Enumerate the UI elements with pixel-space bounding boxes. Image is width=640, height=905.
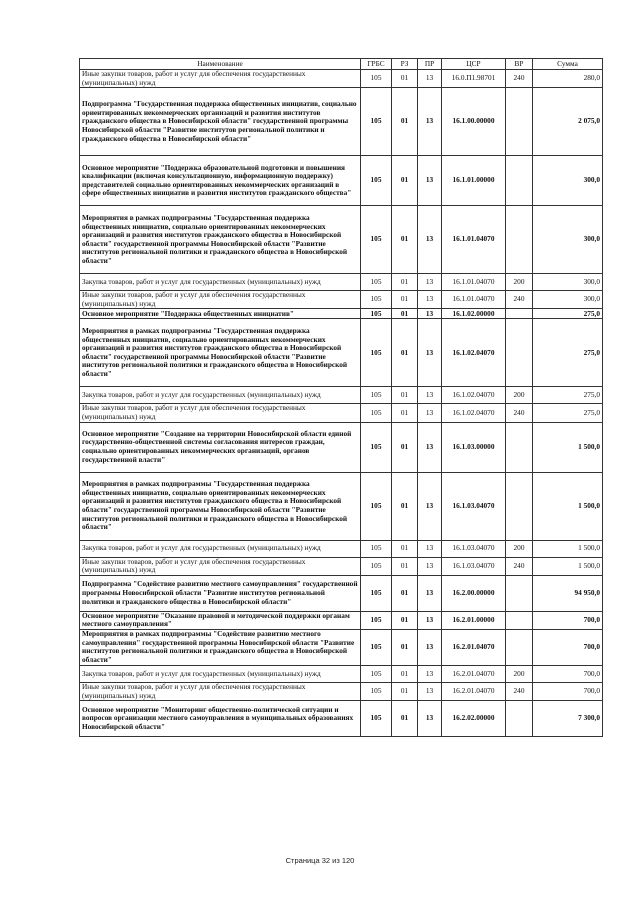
cell-pr: 13 xyxy=(418,70,442,88)
cell-name: Закупка товаров, работ и услуг для государственных (муниципальных) нужд xyxy=(80,540,361,557)
cell-grbs: 105 xyxy=(361,156,392,206)
cell-rz: 01 xyxy=(392,682,418,700)
cell-grbs: 105 xyxy=(361,575,392,611)
cell-name: Закупка товаров, работ и услуг для государственных (муниципальных) нужд xyxy=(80,274,361,291)
cell-grbs: 105 xyxy=(361,309,392,319)
cell-pr: 13 xyxy=(418,472,442,540)
table-row xyxy=(80,682,603,700)
cell-grbs: 105 xyxy=(361,540,392,557)
cell-rz: 01 xyxy=(392,404,418,422)
cell-sum: 94 950,0 xyxy=(533,575,603,611)
cell-csr: 16.1.01.04070 xyxy=(442,291,506,309)
cell-grbs: 105 xyxy=(361,291,392,309)
cell-csr: 16.1.03.04070 xyxy=(442,540,506,557)
cell-csr: 16.1.03.00000 xyxy=(442,422,506,472)
cell-rz: 01 xyxy=(392,422,418,472)
cell-vr: 200 xyxy=(506,540,533,557)
cell-csr: 16.1.01.04070 xyxy=(442,206,506,274)
cell-sum: 275,0 xyxy=(533,309,603,319)
cell-rz: 01 xyxy=(392,274,418,291)
cell-rz: 01 xyxy=(392,319,418,387)
cell-vr xyxy=(506,206,533,274)
cell-pr: 13 xyxy=(418,274,442,291)
cell-rz: 01 xyxy=(392,665,418,682)
table-row xyxy=(80,319,603,387)
cell-pr: 13 xyxy=(418,206,442,274)
cell-pr: 13 xyxy=(418,540,442,557)
cell-vr xyxy=(506,309,533,319)
cell-vr xyxy=(506,472,533,540)
header-rz: РЗ xyxy=(392,59,418,70)
table-row xyxy=(80,309,603,319)
table-body xyxy=(80,70,603,737)
cell-pr: 13 xyxy=(418,291,442,309)
cell-sum: 700,0 xyxy=(533,629,603,665)
cell-csr: 16.1.03.04070 xyxy=(442,557,506,575)
cell-rz: 01 xyxy=(392,206,418,274)
table-row xyxy=(80,472,603,540)
cell-grbs: 105 xyxy=(361,404,392,422)
cell-rz: 01 xyxy=(392,387,418,404)
cell-pr: 13 xyxy=(418,309,442,319)
cell-grbs: 105 xyxy=(361,70,392,88)
cell-sum: 300,0 xyxy=(533,274,603,291)
table-row xyxy=(80,206,603,274)
cell-name: Иные закупки товаров, работ и услуг для обеспечения государственных (муниципальных) нужд xyxy=(80,404,361,422)
cell-vr: 240 xyxy=(506,557,533,575)
cell-grbs: 105 xyxy=(361,665,392,682)
cell-pr: 13 xyxy=(418,701,442,737)
table-row xyxy=(80,70,603,88)
cell-sum: 300,0 xyxy=(533,206,603,274)
cell-name: Основное мероприятие "Поддержка общественных инициатив" xyxy=(80,309,361,319)
cell-csr: 16.2.01.04070 xyxy=(442,682,506,700)
cell-name: Иные закупки товаров, работ и услуг для обеспечения государственных (муниципальных) нужд xyxy=(80,557,361,575)
cell-grbs: 105 xyxy=(361,472,392,540)
cell-name: Мероприятия в рамках подпрограммы "Государственная поддержка общественных инициатив, социально ориентированных некоммерческих организаций и развития институтов гражданского общества в Новосибирской области" государственной программы Новосибирской области "Развитие институтов региональной политики и гражданского общества в Новосибирской области" xyxy=(80,206,361,274)
cell-rz: 01 xyxy=(392,701,418,737)
cell-csr: 16.1.01.04070 xyxy=(442,274,506,291)
cell-vr: 200 xyxy=(506,387,533,404)
cell-name: Иные закупки товаров, работ и услуг для обеспечения государственных (муниципальных) нужд xyxy=(80,682,361,700)
cell-csr: 16.1.02.04070 xyxy=(442,319,506,387)
header-sum: Сумма xyxy=(533,59,603,70)
cell-csr: 16.2.02.00000 xyxy=(442,701,506,737)
cell-sum: 280,0 xyxy=(533,70,603,88)
budget-table xyxy=(79,58,603,737)
cell-sum: 275,0 xyxy=(533,404,603,422)
cell-sum: 700,0 xyxy=(533,682,603,700)
cell-vr: 240 xyxy=(506,291,533,309)
table-row xyxy=(80,701,603,737)
cell-name: Основное мероприятие "Поддержка образовательной подготовки и повышения квалификации (включая консультационную, информационную поддержку) представителей социально ориентированных некоммерческих организаций в сфере общественных инициатив и развития институтов гражданского общества" xyxy=(80,156,361,206)
cell-grbs: 105 xyxy=(361,88,392,156)
cell-vr xyxy=(506,156,533,206)
cell-name: Основное мероприятие "Создание на территории Новосибирской области единой государственно-общественной системы согласования интересов граждан, социально ориентированных некоммерческих организаций, органов государственной власти" xyxy=(80,422,361,472)
cell-sum: 300,0 xyxy=(533,156,603,206)
cell-pr: 13 xyxy=(418,319,442,387)
cell-vr: 240 xyxy=(506,404,533,422)
table-header-row xyxy=(80,59,603,70)
table-row xyxy=(80,156,603,206)
cell-vr xyxy=(506,575,533,611)
header-grbs: ГРБС xyxy=(361,59,392,70)
table-row xyxy=(80,422,603,472)
cell-grbs: 105 xyxy=(361,682,392,700)
cell-sum: 1 500,0 xyxy=(533,422,603,472)
cell-csr: 16.1.03.04070 xyxy=(442,472,506,540)
cell-vr xyxy=(506,629,533,665)
cell-vr: 240 xyxy=(506,682,533,700)
cell-csr: 16.1.02.04070 xyxy=(442,404,506,422)
header-csr: ЦСР xyxy=(442,59,506,70)
cell-rz: 01 xyxy=(392,309,418,319)
cell-grbs: 105 xyxy=(361,557,392,575)
cell-grbs: 105 xyxy=(361,701,392,737)
table-row xyxy=(80,665,603,682)
cell-csr: 16.2.00.00000 xyxy=(442,575,506,611)
table-row xyxy=(80,557,603,575)
page-number: Страница 32 из 120 xyxy=(285,856,355,865)
table-row xyxy=(80,629,603,665)
cell-pr: 13 xyxy=(418,422,442,472)
cell-name: Иные закупки товаров, работ и услуг для обеспечения государственных (муниципальных) нужд xyxy=(80,70,361,88)
table-row xyxy=(80,575,603,611)
cell-name: Мероприятия в рамках подпрограммы "Государственная поддержка общественных инициатив, социально ориентированных некоммерческих организаций и развития институтов гражданского общества в Новосибирской области" государственной программы Новосибирской области "Развитие институтов региональной политики и гражданского общества в Новосибирской области" xyxy=(80,472,361,540)
cell-sum: 700,0 xyxy=(533,611,603,629)
table-row xyxy=(80,611,603,629)
cell-rz: 01 xyxy=(392,472,418,540)
cell-vr xyxy=(506,88,533,156)
cell-grbs: 105 xyxy=(361,422,392,472)
cell-csr: 16.1.02.04070 xyxy=(442,387,506,404)
cell-grbs: 105 xyxy=(361,387,392,404)
cell-vr: 200 xyxy=(506,665,533,682)
cell-name: Иные закупки товаров, работ и услуг для обеспечения государственных (муниципальных) нужд xyxy=(80,291,361,309)
cell-rz: 01 xyxy=(392,540,418,557)
cell-grbs: 105 xyxy=(361,611,392,629)
cell-name: Подпрограмма "Государственная поддержка общественных инициатив, социально ориентированных некоммерческих организаций и развития институтов гражданского общества в Новосибирской области" государственной программы Новосибирской области "Развитие институтов региональной политики и гражданского общества в Новосибирской области" xyxy=(80,88,361,156)
cell-name: Закупка товаров, работ и услуг для государственных (муниципальных) нужд xyxy=(80,387,361,404)
cell-name: Основное мероприятие "Мониторинг общественно-политической ситуации и вопросов организации местного самоуправления в муниципальных образованиях Новосибирской области" xyxy=(80,701,361,737)
cell-csr: 16.1.01.00000 xyxy=(442,156,506,206)
table-row xyxy=(80,88,603,156)
cell-rz: 01 xyxy=(392,156,418,206)
cell-csr: 16.2.01.00000 xyxy=(442,611,506,629)
cell-csr: 16.1.02.00000 xyxy=(442,309,506,319)
cell-grbs: 105 xyxy=(361,319,392,387)
cell-name: Основное мероприятие "Оказание правовой и методической поддержки органам местного самоуправления" xyxy=(80,611,361,629)
cell-pr: 13 xyxy=(418,629,442,665)
cell-vr: 240 xyxy=(506,70,533,88)
cell-sum: 300,0 xyxy=(533,291,603,309)
cell-sum: 1 500,0 xyxy=(533,472,603,540)
table-row xyxy=(80,540,603,557)
cell-pr: 13 xyxy=(418,665,442,682)
cell-sum: 1 500,0 xyxy=(533,540,603,557)
cell-rz: 01 xyxy=(392,611,418,629)
cell-csr: 16.2.01.04070 xyxy=(442,665,506,682)
cell-name: Закупка товаров, работ и услуг для государственных (муниципальных) нужд xyxy=(80,665,361,682)
cell-rz: 01 xyxy=(392,557,418,575)
cell-sum: 700,0 xyxy=(533,665,603,682)
cell-pr: 13 xyxy=(418,404,442,422)
cell-vr: 200 xyxy=(506,274,533,291)
cell-vr xyxy=(506,319,533,387)
table-row xyxy=(80,291,603,309)
cell-sum: 275,0 xyxy=(533,387,603,404)
cell-vr xyxy=(506,701,533,737)
cell-vr xyxy=(506,422,533,472)
cell-csr: 16.2.01.04070 xyxy=(442,629,506,665)
cell-pr: 13 xyxy=(418,557,442,575)
cell-name: Мероприятия в рамках подпрограммы "Содействие развитию местного самоуправления" государственной программы Новосибирской области "Развитие институтов региональной политики и гражданского общества в Новосибирской области" xyxy=(80,629,361,665)
cell-sum: 275,0 xyxy=(533,319,603,387)
cell-csr: 16.0.П1.98701 xyxy=(442,70,506,88)
cell-pr: 13 xyxy=(418,156,442,206)
cell-pr: 13 xyxy=(418,682,442,700)
header-name: Наименование xyxy=(80,59,361,70)
cell-name: Мероприятия в рамках подпрограммы "Государственная поддержка общественных инициатив, социально ориентированных некоммерческих организаций и развития институтов гражданского общества в Новосибирской области" государственной программы Новосибирской области "Развитие институтов региональной политики и гражданского общества в Новосибирской области" xyxy=(80,319,361,387)
cell-pr: 13 xyxy=(418,575,442,611)
cell-grbs: 105 xyxy=(361,274,392,291)
cell-grbs: 105 xyxy=(361,629,392,665)
cell-vr xyxy=(506,611,533,629)
header-pr: ПР xyxy=(418,59,442,70)
cell-csr: 16.1.00.00000 xyxy=(442,88,506,156)
cell-pr: 13 xyxy=(418,88,442,156)
cell-rz: 01 xyxy=(392,629,418,665)
cell-rz: 01 xyxy=(392,70,418,88)
header-vr: ВР xyxy=(506,59,533,70)
cell-name: Подпрограмма "Содействие развитию местного самоуправления" государственной программы Новосибирской области "Развитие институтов региональной политики и гражданского общества в Новосибирской области" xyxy=(80,575,361,611)
cell-pr: 13 xyxy=(418,387,442,404)
table-row xyxy=(80,387,603,404)
cell-pr: 13 xyxy=(418,611,442,629)
cell-grbs: 105 xyxy=(361,206,392,274)
table-row xyxy=(80,274,603,291)
table-row xyxy=(80,404,603,422)
cell-rz: 01 xyxy=(392,575,418,611)
cell-sum: 2 075,0 xyxy=(533,88,603,156)
cell-rz: 01 xyxy=(392,291,418,309)
cell-sum: 1 500,0 xyxy=(533,557,603,575)
cell-rz: 01 xyxy=(392,88,418,156)
cell-sum: 7 300,0 xyxy=(533,701,603,737)
